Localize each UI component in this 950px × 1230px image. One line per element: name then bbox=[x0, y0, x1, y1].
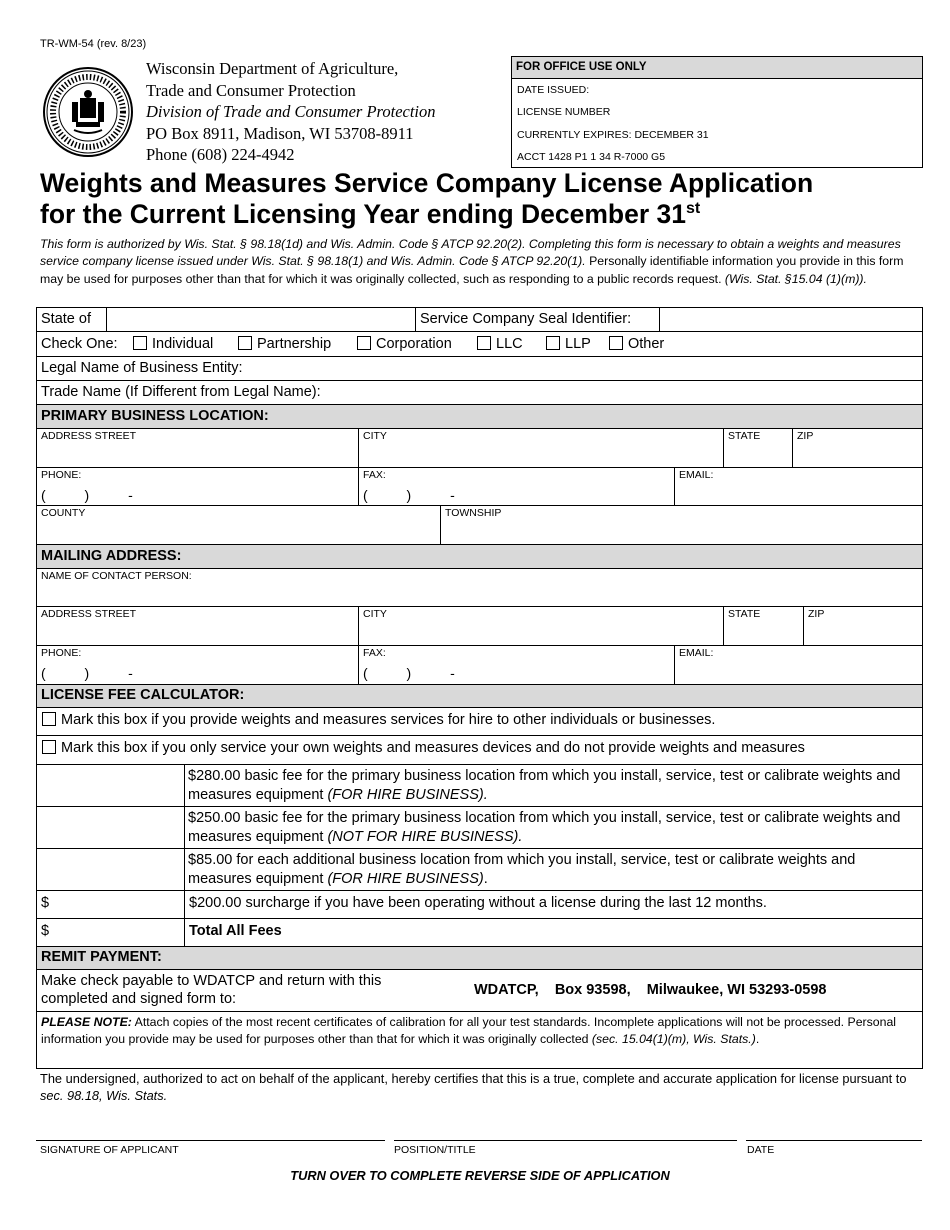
checkbox-partnership[interactable] bbox=[238, 336, 331, 352]
checkbox-llc[interactable] bbox=[477, 336, 523, 352]
field-label: ADDRESS STREET bbox=[41, 608, 137, 620]
office-acct: ACCT 1428 P1 1 34 R-7000 G5 bbox=[517, 150, 666, 163]
office-date-issued: DATE ISSUED: bbox=[517, 84, 590, 96]
fee-line1-italic: (FOR HIRE BUSINESS). bbox=[327, 787, 488, 803]
agency-address: PO Box 8911, Madison, WI 53708-8911 bbox=[146, 123, 414, 143]
entity-type-row bbox=[36, 332, 923, 357]
position-line[interactable] bbox=[394, 1140, 737, 1141]
field-label: NAME OF CONTACT PERSON: bbox=[41, 570, 192, 582]
check-one-label: Check One: bbox=[41, 336, 118, 352]
primary-city-field[interactable] bbox=[358, 429, 723, 467]
wisconsin-seal-icon bbox=[42, 66, 134, 158]
agency-block bbox=[146, 58, 436, 166]
checkbox-other[interactable] bbox=[609, 336, 664, 352]
intro-italic: This form is authorized by Wis. Stat. § 98.18(1d) and Wis. Admin. Code § ATCP 92.20(2). Completing this form is necessary to obtain a weights and measures service company license issued under Wis. Stat. § 98.18(1) and Wis. Admin. Code § ATCP 92.20(1). bbox=[40, 237, 901, 269]
field-label: EMAIL: bbox=[679, 647, 714, 659]
mailing-contact-field[interactable] bbox=[36, 569, 923, 607]
fee-amount-input[interactable] bbox=[37, 849, 184, 890]
footer-turn-over: TURN OVER TO COMPLETE REVERSE SIDE OF APPLICATION bbox=[290, 1168, 670, 1183]
primary-contact-row bbox=[36, 468, 923, 506]
mailing-address-row bbox=[36, 607, 923, 646]
fax-mask: ( ) - bbox=[363, 665, 455, 681]
field-label: ZIP bbox=[808, 608, 825, 620]
field-label: FAX: bbox=[363, 469, 386, 481]
date-label: DATE bbox=[747, 1144, 775, 1156]
mailing-contact-row bbox=[36, 646, 923, 685]
agency-division: Division of Trade and Consumer Protection bbox=[146, 102, 436, 121]
checkbox-box[interactable] bbox=[357, 336, 371, 350]
hire-checkbox-label: Mark this box if you provide weights and measures services for hire to other individuals or businesses. bbox=[61, 712, 716, 728]
note-label: PLEASE NOTE: bbox=[41, 1015, 132, 1029]
surcharge-amount-input[interactable] bbox=[37, 891, 184, 918]
certify-cite: sec. 98.18, Wis. Stats. bbox=[40, 1088, 168, 1103]
field-label: STATE bbox=[728, 608, 761, 620]
fee-line1-text bbox=[188, 767, 916, 805]
primary-address-row bbox=[36, 429, 923, 468]
field-label: TOWNSHIP bbox=[445, 507, 502, 519]
own-checkbox-label: Mark this box if you only service your own weights and measures devices and do not provide weights and measures bbox=[61, 740, 805, 756]
fee-surcharge-row bbox=[36, 891, 923, 919]
checkbox-box[interactable] bbox=[477, 336, 491, 350]
field-label: PHONE: bbox=[41, 469, 82, 481]
primary-state-field[interactable] bbox=[723, 429, 792, 467]
intro-paragraph bbox=[40, 236, 920, 288]
fee-line-additional bbox=[36, 849, 923, 891]
remit-address: WDATCP, Box 93598, Milwaukee, WI 53293-0598 bbox=[474, 982, 827, 998]
checkbox-llp[interactable] bbox=[546, 336, 591, 352]
trade-name-field[interactable] bbox=[36, 381, 923, 405]
checkbox-corporation[interactable] bbox=[357, 336, 452, 352]
primary-location-heading: PRIMARY BUSINESS LOCATION: bbox=[36, 405, 923, 429]
fee-line2-italic: (NOT FOR HIRE BUSINESS). bbox=[327, 829, 523, 845]
primary-phone-field[interactable] bbox=[37, 468, 358, 505]
field-label: CITY bbox=[363, 430, 387, 442]
hire-checkbox[interactable] bbox=[42, 712, 56, 726]
fee-hire-row bbox=[36, 708, 923, 736]
primary-county-field[interactable] bbox=[37, 506, 440, 544]
primary-zip-field[interactable] bbox=[792, 429, 922, 467]
checkbox-label: Corporation bbox=[376, 336, 452, 352]
own-checkbox[interactable] bbox=[42, 740, 56, 754]
title-sup: st bbox=[686, 200, 701, 218]
office-license-number: LICENSE NUMBER bbox=[517, 106, 611, 119]
mailing-state-field[interactable] bbox=[723, 607, 803, 645]
field-label: EMAIL: bbox=[679, 469, 714, 481]
page-title bbox=[40, 168, 940, 230]
agency-line1: Wisconsin Department of Agriculture, bbox=[146, 59, 399, 78]
field-label: STATE bbox=[728, 430, 761, 442]
seal-id-input[interactable] bbox=[659, 308, 922, 331]
fee-amount-input[interactable] bbox=[37, 807, 184, 848]
state-seal-row bbox=[36, 307, 923, 332]
checkbox-label: Other bbox=[628, 336, 665, 352]
state-of-label: State of bbox=[41, 311, 91, 327]
certify-text: The undersigned, authorized to act on behalf of the applicant, hereby certifies that this is a true, complete and accurate application for license pursuant to bbox=[40, 1071, 907, 1086]
title-line1: Weights and Measures Service Company License Application bbox=[40, 168, 814, 198]
surcharge-text: $200.00 surcharge if you have been operating without a license during the last 12 months. bbox=[184, 891, 922, 918]
fee-line2-text bbox=[188, 809, 916, 847]
primary-email-field[interactable] bbox=[674, 468, 922, 505]
remit-row bbox=[36, 970, 923, 1012]
fee-line3-end: . bbox=[483, 871, 488, 887]
total-amount-input[interactable] bbox=[37, 919, 184, 946]
fee-calculator-heading: LICENSE FEE CALCULATOR: bbox=[36, 685, 923, 708]
date-line[interactable] bbox=[746, 1140, 922, 1141]
fee-line3-text bbox=[188, 851, 916, 889]
checkbox-label: Partnership bbox=[257, 336, 332, 352]
fee-line3-italic: (FOR HIRE BUSINESS) bbox=[327, 871, 484, 887]
form-id: TR-WM-54 (rev. 8/23) bbox=[40, 38, 147, 50]
field-label: COUNTY bbox=[41, 507, 86, 519]
checkbox-box[interactable] bbox=[133, 336, 147, 350]
fee-line3: $85.00 for each additional business location from which you install, service, test or calibrate weights and measures equipment bbox=[188, 852, 856, 887]
fee-amount-input[interactable] bbox=[37, 765, 184, 806]
remit-instructions: Make check payable to WDATCP and return with this completed and signed form to: bbox=[41, 973, 382, 1007]
dollar-sign: $ bbox=[41, 895, 50, 911]
agency-line2: Trade and Consumer Protection bbox=[146, 80, 356, 100]
legal-name-field[interactable] bbox=[36, 357, 923, 381]
field-label: ZIP bbox=[797, 430, 814, 442]
title-line2: for the Current Licensing Year ending December 31 bbox=[40, 199, 687, 229]
checkbox-label: LLP bbox=[565, 336, 591, 352]
intro-plain: Personally identifiable information you provide in this form may be used for purposes other than that for which it was originally collected, such as responding to a public records request. bbox=[40, 254, 904, 286]
fee-line-hire bbox=[36, 765, 923, 807]
signature-line[interactable] bbox=[36, 1140, 385, 1141]
please-note bbox=[36, 1012, 923, 1069]
mailing-address-street-field[interactable] bbox=[37, 607, 358, 645]
mailing-email-field[interactable] bbox=[674, 646, 922, 684]
office-expires: CURRENTLY EXPIRES: DECEMBER 31 bbox=[517, 128, 709, 141]
fee-line2: $250.00 basic fee for the primary business location from which you install, service, test or calibrate weights and measures equipment bbox=[188, 810, 901, 845]
office-use-heading: FOR OFFICE USE ONLY bbox=[512, 57, 922, 79]
primary-county-row bbox=[36, 506, 923, 545]
checkbox-label: Individual bbox=[152, 336, 214, 352]
state-of-input[interactable] bbox=[106, 308, 415, 331]
field-label: PHONE: bbox=[41, 647, 82, 659]
position-label: POSITION/TITLE bbox=[394, 1144, 476, 1156]
note-text: Attach copies of the most recent certificates of calibration for all your test standards. Incomplete applications will not be processed. Personal information you provide may be used for purposes other than that for which it was originally collected bbox=[41, 1015, 897, 1046]
office-use-box bbox=[511, 56, 923, 168]
signature-label: SIGNATURE OF APPLICANT bbox=[40, 1144, 179, 1156]
remit-heading: REMIT PAYMENT: bbox=[36, 947, 923, 970]
dollar-sign: $ bbox=[41, 923, 50, 939]
phone-mask: ( ) - bbox=[41, 487, 133, 503]
mailing-city-field[interactable] bbox=[358, 607, 723, 645]
fee-total-row bbox=[36, 919, 923, 947]
note-end: . bbox=[755, 1032, 760, 1046]
fee-line1: $280.00 basic fee for the primary business location from which you install, service, test or calibrate weights and measures equipment bbox=[188, 768, 901, 803]
fee-own-row bbox=[36, 736, 923, 765]
field-label: FAX: bbox=[363, 647, 386, 659]
checkbox-label: LLC bbox=[496, 336, 523, 352]
certification-text bbox=[40, 1070, 920, 1104]
primary-township-field[interactable] bbox=[440, 506, 922, 544]
mailing-heading: MAILING ADDRESS: bbox=[36, 545, 923, 569]
fee-line-not-hire bbox=[36, 807, 923, 849]
primary-address-street-field[interactable] bbox=[37, 429, 358, 467]
checkbox-box[interactable] bbox=[546, 336, 560, 350]
mailing-fax-field[interactable] bbox=[358, 646, 674, 684]
fax-mask: ( ) - bbox=[363, 487, 455, 503]
agency-phone: Phone (608) 224-4942 bbox=[146, 145, 295, 164]
checkbox-box[interactable] bbox=[238, 336, 252, 350]
note-cite: (sec. 15.04(1)(m), Wis. Stats.) bbox=[591, 1032, 756, 1046]
field-label: CITY bbox=[363, 608, 387, 620]
legal-name-label: Legal Name of Business Entity: bbox=[41, 360, 243, 376]
phone-mask: ( ) - bbox=[41, 665, 133, 681]
primary-fax-field[interactable] bbox=[358, 468, 674, 505]
total-label: Total All Fees bbox=[184, 919, 922, 946]
trade-name-label: Trade Name (If Different from Legal Name): bbox=[41, 384, 321, 400]
checkbox-box[interactable] bbox=[609, 336, 623, 350]
checkbox-individual[interactable] bbox=[133, 336, 213, 352]
mailing-zip-field[interactable] bbox=[803, 607, 922, 645]
intro-cite: (Wis. Stat. §15.04 (1)(m)). bbox=[724, 271, 867, 286]
mailing-phone-field[interactable] bbox=[37, 646, 358, 684]
field-label: ADDRESS STREET bbox=[41, 430, 137, 442]
seal-id-label: Service Company Seal Identifier: bbox=[415, 308, 631, 331]
